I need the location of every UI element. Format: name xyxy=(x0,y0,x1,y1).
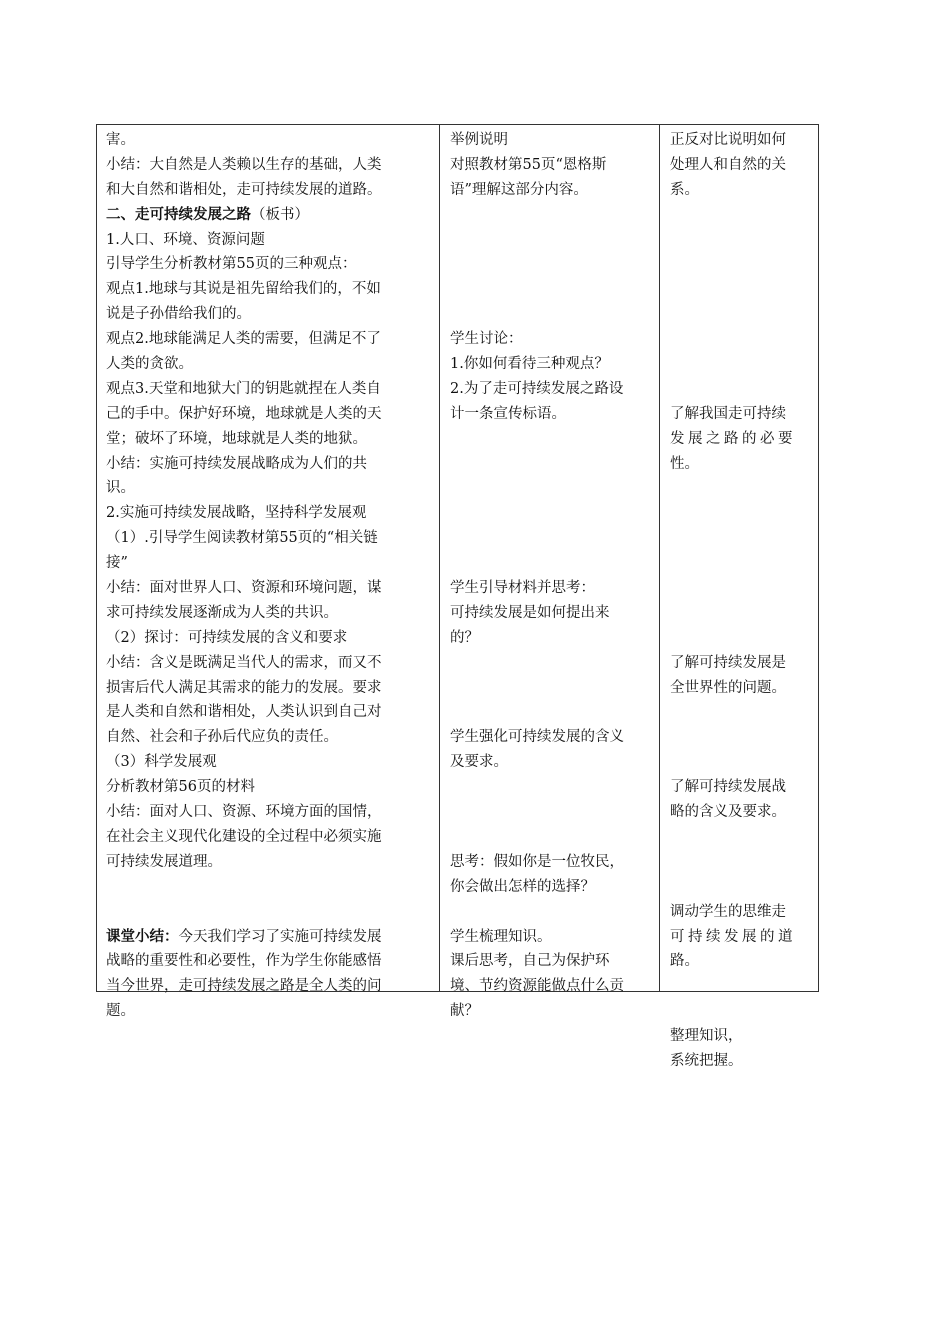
text-line: 求可持续发展逐渐成为人类的共识。 xyxy=(106,604,338,621)
spacer xyxy=(106,900,382,925)
text-line: 小结：实施可持续发展战略成为人们的共 xyxy=(106,455,367,472)
text-line: 分析教材第56页的材料 xyxy=(106,779,255,796)
text-line: 自然、社会和子孙后代应负的责任。 xyxy=(106,729,338,746)
text-line: 处理人和自然的关 xyxy=(670,156,786,173)
text-line: 观点2.地球能满足人类的需要，但满足不了 xyxy=(106,331,381,348)
text-line: 观点3.天堂和地狱大门的钥匙就捏在人类自 xyxy=(106,380,381,397)
text-line: 1.你如何看待三种观点？ xyxy=(450,356,609,373)
text-line: 献？ xyxy=(450,1003,479,1020)
class-summary-heading xyxy=(106,925,382,950)
text-line: 堂；破坏了环境，地球就是人类的地狱。 xyxy=(106,430,367,447)
text-line: 害。 xyxy=(106,132,135,148)
text-line: 人类的贪欲。 xyxy=(106,356,193,373)
text-line: 略的含义及要求。 xyxy=(670,804,786,821)
text-line: 系。 xyxy=(670,181,699,198)
text-line: 2.为了走可持续发展之路设 xyxy=(450,380,624,397)
text-line: 和大自然和谐相处，走可持续发展的道路。 xyxy=(106,181,382,198)
column-divider xyxy=(659,125,660,991)
text-line: 学生引导材料并思考： xyxy=(450,580,595,597)
text-line: 说是子孙借给我们的。 xyxy=(106,306,251,323)
text-line: 当今世界，走可持续发展之路是全人类的问 xyxy=(106,978,382,995)
text-line: 的？ xyxy=(450,629,479,646)
text-line: 小结：大自然是人类赖以生存的基础，人类 xyxy=(106,156,382,173)
text-line: 在社会主义现代化建设的全过程中必须实施 xyxy=(106,828,382,845)
text-line: 观点1.地球与其说是祖先留给我们的，不如 xyxy=(106,281,381,298)
text-line: （1）.引导学生阅读教材第55页的“相关链 xyxy=(106,530,378,547)
teaching-content-column xyxy=(106,128,382,1024)
class-summary-label: 课堂小结： xyxy=(106,927,179,945)
text-line: 学生梳理知识。 xyxy=(450,928,552,945)
design-intent-column xyxy=(670,128,796,1074)
class-summary-text: 今天我们学习了实施可持续发展 xyxy=(178,928,382,945)
text-line: 小结：含义是既满足当代人的需求，而又不 xyxy=(106,654,382,671)
text-line: 2.实施可持续发展战略，坚持科学发展观 xyxy=(106,505,367,522)
section-heading-note: （板书） xyxy=(251,206,309,223)
text-line: 识。 xyxy=(106,480,135,497)
column-divider xyxy=(439,125,440,991)
text-line: 了解可持续发展战 xyxy=(670,779,786,796)
text-line: （2）探讨：可持续发展的含义和要求 xyxy=(106,629,348,646)
text-line: 课后思考，自己为保护环 xyxy=(450,953,610,970)
text-line: 了解我国走可持续 xyxy=(670,405,786,422)
text-line: 1.人口、环境、资源问题 xyxy=(106,231,265,248)
text-line: 引导学生分析教材第55页的三种观点： xyxy=(106,256,357,273)
text-line: 可持续发展的道 xyxy=(670,928,796,945)
text-line: 是人类和自然和谐相处，人类认识到自己对 xyxy=(106,704,382,721)
text-line: 学生讨论： xyxy=(450,331,523,348)
text-line: 学生强化可持续发展的含义 xyxy=(450,729,624,746)
text-line: 己的手中。保护好环境，地球就是人类的天 xyxy=(106,405,382,422)
text-line: 可持续发展道理。 xyxy=(106,853,222,870)
text-line: 思考：假如你是一位牧民， xyxy=(450,853,624,870)
text-line: 及要求。 xyxy=(450,754,508,771)
text-line: 题。 xyxy=(106,1003,135,1020)
text-line: （3）科学发展观 xyxy=(106,754,217,771)
text-line: 你会做出怎样的选择？ xyxy=(450,878,595,895)
text-line: 发展之路的必要 xyxy=(670,430,796,447)
text-line: 路。 xyxy=(670,953,699,970)
text-line: 系统把握。 xyxy=(670,1052,743,1069)
text-line: 损害后代人满足其需求的能力的发展。要求 xyxy=(106,679,382,696)
text-line: 了解可持续发展是 xyxy=(670,654,786,671)
lesson-plan-table xyxy=(96,124,819,1069)
section-heading-bold: 二、走可持续发展之路 xyxy=(106,205,251,223)
text-line: 可持续发展是如何提出来 xyxy=(450,604,610,621)
text-line: 举例说明 xyxy=(450,132,508,148)
text-line: 全世界性的问题。 xyxy=(670,679,786,696)
text-line: 正反对比说明如何 xyxy=(670,132,786,148)
text-line: 战略的重要性和必要性，作为学生你能感悟 xyxy=(106,953,382,970)
text-line: 小结：面对人口、资源、环境方面的国情， xyxy=(106,804,382,821)
text-line: 对照教材第55页“恩格斯 xyxy=(450,156,607,173)
student-activity-column xyxy=(450,128,624,1024)
section-heading xyxy=(106,203,382,228)
text-line: 整理知识， xyxy=(670,1028,743,1045)
text-line: 接” xyxy=(106,555,128,572)
text-line: 境、节约资源能做点什么贡 xyxy=(450,978,624,995)
text-line: 性。 xyxy=(670,455,699,472)
spacer xyxy=(106,875,382,900)
text-line: 调动学生的思维走 xyxy=(670,903,786,920)
text-line: 小结：面对世界人口、资源和环境问题，谋 xyxy=(106,580,382,597)
text-line: 计一条宣传标语。 xyxy=(450,405,566,422)
text-line: 语”理解这部分内容。 xyxy=(450,181,588,198)
